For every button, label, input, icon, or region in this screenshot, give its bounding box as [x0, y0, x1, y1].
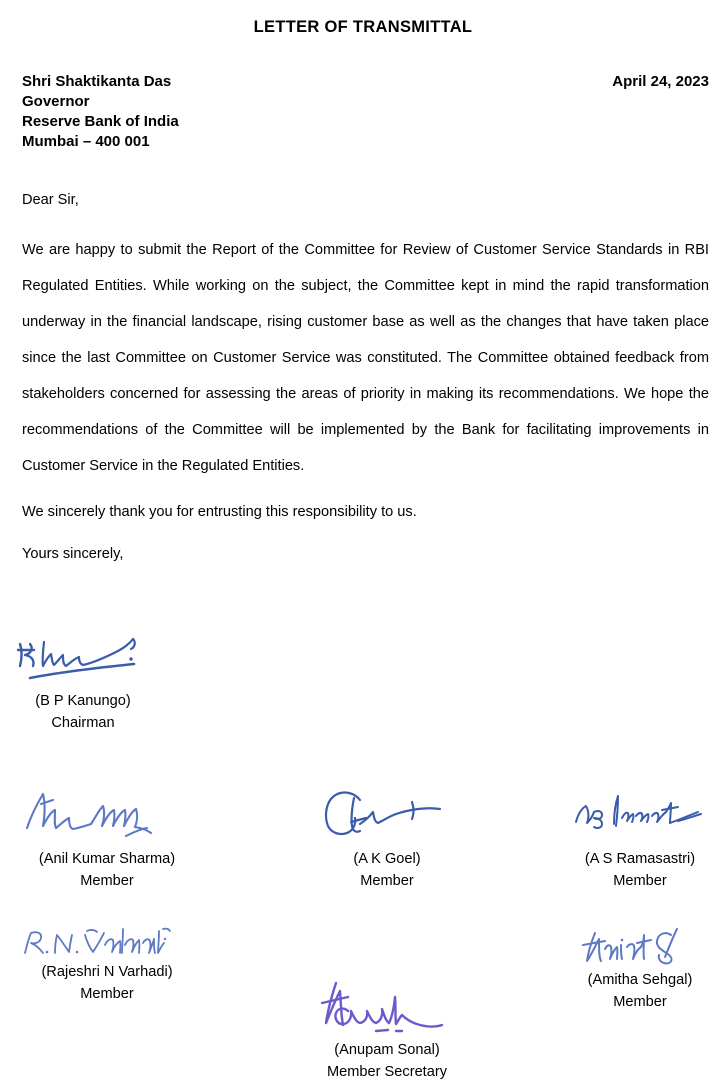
signature-block-rajeshri-n-varhadi	[0, 925, 214, 1005]
signature-block-a-s-ramasastri	[547, 778, 726, 892]
addressee-date-block	[22, 72, 709, 152]
signature-block-anupam-sonal	[287, 977, 487, 1083]
signatory-role: Member	[613, 994, 667, 1010]
signatory-name: (A K Goel)	[353, 851, 421, 867]
signature-b-p-kanungo-icon	[0, 628, 166, 690]
signature-anupam-sonal-icon	[302, 977, 472, 1039]
page-title: LETTER OF TRANSMITTAL	[253, 18, 473, 36]
signatory-name: (Rajeshri N Varhadi)	[41, 964, 173, 980]
signatory-role: Member	[360, 873, 414, 889]
signature-a-k-goel-icon	[302, 778, 472, 848]
signatory-name: (Anil Kumar Sharma)	[38, 851, 176, 867]
thanks-paragraph: We sincerely thank you for entrusting this responsibility to us.	[22, 504, 417, 520]
closing-line: Yours sincerely,	[22, 546, 124, 562]
salutation: Dear Sir,	[22, 192, 79, 208]
signature-amitha-sehgal-icon	[565, 925, 715, 969]
addressee-designation: Governor	[22, 93, 90, 110]
signature-a-s-ramasastri-icon	[558, 778, 723, 848]
body-paragraph: We are happy to submit the Report of the Committee for Review of Customer Service Standards in RBI Regulated Entities. While working on the subject, the Committee kept in mind the rapid transformation underway in the financial landscape, rising customer base as well as the changes that have taken place since the last Committee on Customer Service was constituted. The Committee obtained feedback from stakeholders concerned for assessing the areas of priority in making its recommendations. We hope the recommendations of the Committee will be implemented by the Bank for facilitating improvements in Customer Service in the Regulated Entities.	[22, 242, 709, 474]
addressee-organisation: Reserve Bank of India	[22, 113, 179, 130]
addressee-city-pin: Mumbai – 400 001	[22, 133, 150, 150]
signatory-name: (A S Ramasastri)	[584, 851, 696, 867]
signatory-name: (Amitha Sehgal)	[587, 972, 693, 988]
signature-block-anil-kumar-sharma	[0, 778, 214, 892]
signatory-role: Member Secretary	[326, 1064, 448, 1080]
signatory-role: Member	[80, 986, 134, 1002]
signatory-name: (Anupam Sonal)	[334, 1042, 440, 1058]
signatory-role: Chairman	[51, 715, 115, 731]
letter-body	[22, 190, 709, 584]
signatory-name: (B P Kanungo)	[35, 693, 131, 709]
signatory-role: Member	[613, 873, 667, 889]
letter-date: April 24, 2023	[612, 73, 709, 90]
signature-block-a-k-goel	[287, 778, 487, 892]
signature-anil-kumar-sharma-icon	[17, 778, 197, 848]
signature-rajeshri-n-varhadi-icon	[17, 925, 197, 961]
addressee-name: Shri Shaktikanta Das	[22, 73, 172, 90]
addressee	[22, 72, 179, 152]
signatory-role: Member	[80, 873, 134, 889]
signature-block-amitha-sehgal	[547, 925, 726, 1013]
signature-block-chairman	[0, 628, 166, 734]
